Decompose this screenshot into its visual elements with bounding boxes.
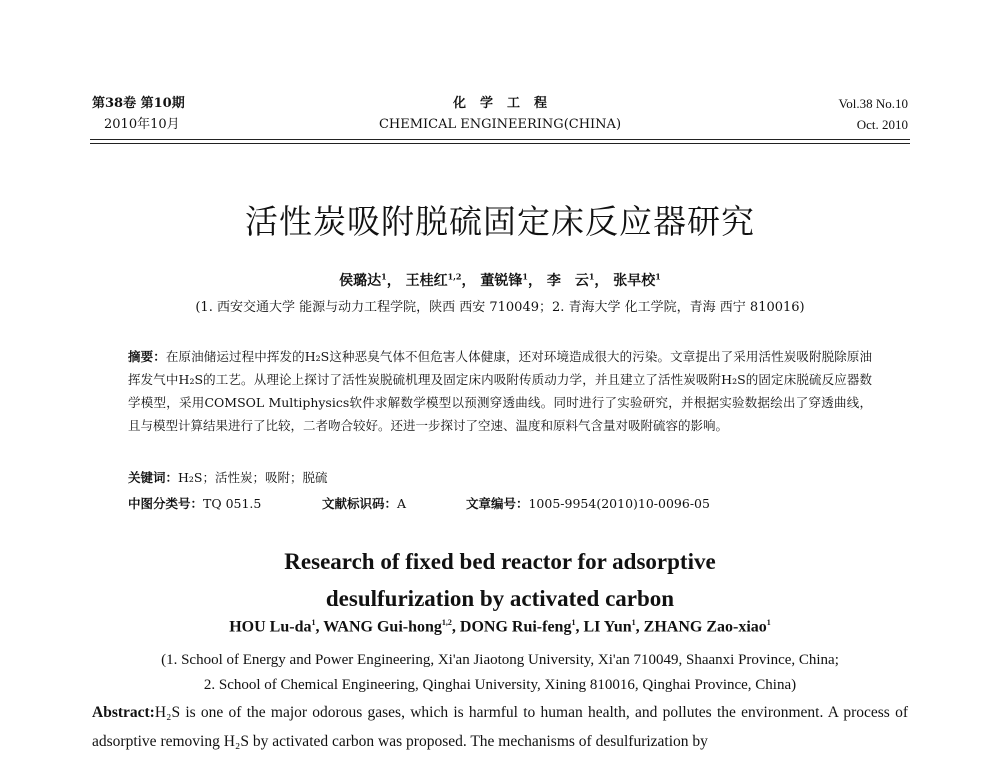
author-affil-mark: 1 xyxy=(571,618,576,627)
abstract-zh-label: 摘要： xyxy=(128,349,166,364)
header-left xyxy=(92,93,185,135)
document-code xyxy=(322,494,462,512)
abstract-zh xyxy=(128,345,872,437)
date-en: Oct. 2010 xyxy=(856,117,908,132)
doc-label: 文献标识码： xyxy=(321,496,397,511)
art-value: 1005-9954(2010)10-0096-05 xyxy=(528,496,710,511)
journal-name-zh: 化学工程 xyxy=(452,96,561,111)
author-affil-mark: 1,2 xyxy=(441,618,452,627)
authors-en: HOU $Lu-da^1$, WANG Gui-hong$^{1,2}$, DONG Rui-feng$^1$, LI Yun$^1$, ZHANG Zao-xiao$^1$ xyxy=(229,618,771,636)
author-affil-mark: 1 xyxy=(588,271,595,282)
author-affil-mark: 1 xyxy=(766,618,771,627)
title-en-line2: desulfurization by activated carbon xyxy=(325,586,675,611)
affiliation-en xyxy=(0,648,1000,698)
abstract-en-text: H₂S is one of the major odorous gases, which is harmful to human health, and pollutes the environment. A process of adsorptive removing H₂S by activated carbon was proposed. The mechanisms of desulfurization by xyxy=(92,704,908,750)
keywords-zh xyxy=(128,468,328,486)
affiliation-zh: (1. 西安交通大学 能源与动力工程学院，陕西 西安 710049；2. 青海大学 化工学院，青海 西宁 810016) xyxy=(195,300,805,315)
volume-issue-zh: 第38卷 第10期 xyxy=(92,96,185,111)
author-affil-mark: 1 xyxy=(655,271,661,282)
author-en: ZHANG Zao-xiao xyxy=(643,618,767,636)
title-zh: 活性炭吸附脱硫固定床反应器研究 xyxy=(245,202,755,241)
article-number xyxy=(466,494,710,512)
author-en: HOU Lu-da xyxy=(229,618,312,636)
abstract-en xyxy=(92,698,908,756)
affiliation-en-line1: (1. School of Energy and Power Engineering, Xi'an Jiaotong University, Xi'an 710049, Shaanxi Province, China; xyxy=(161,652,839,668)
author-affil-mark: 1,2 xyxy=(447,271,462,282)
author-zh: 董锐锋 xyxy=(480,273,523,289)
title-en xyxy=(0,543,1000,617)
journal-name-en: CHEMICAL ENGINEERING(CHINA) xyxy=(378,117,622,132)
affiliation-en-line2: 2. School of Chemical Engineering, Qinghai University, Xining 810016, Qinghai Province, China) xyxy=(203,677,797,693)
author-zh: 张早校 xyxy=(613,273,656,289)
clc-number xyxy=(128,494,318,512)
author-affil-mark: 1 xyxy=(311,618,316,627)
author-zh: 王桂红 xyxy=(405,273,448,289)
doc-value: A xyxy=(397,496,407,511)
author-affil-mark: 1 xyxy=(381,271,387,282)
clc-value: TQ 051.5 xyxy=(203,496,262,511)
author-en: WANG Gui-hong xyxy=(323,618,442,636)
authors-zh: 侯璐达$^1$， 王桂红$^{1,2}$， 董锐锋$^1$， 李 云$^1$， 张早校$^1$ xyxy=(339,271,661,289)
keywords-zh-text: H₂S；活性炭；吸附；脱硫 xyxy=(178,470,328,485)
date-zh: 2010年10月 xyxy=(104,117,180,132)
author-en: LI Yun xyxy=(583,618,632,636)
abstract-en-label: Abstract: xyxy=(92,704,155,721)
header-rule-bottom xyxy=(90,143,910,144)
title-en-line1: Research of fixed bed reactor for adsorptive xyxy=(284,549,716,574)
author-zh: 侯璐达 xyxy=(339,273,382,289)
author-en: DONG Rui-feng xyxy=(459,618,572,636)
keywords-zh-label: 关键词： xyxy=(128,470,179,485)
author-zh: 李 云 xyxy=(546,273,589,289)
author-affil-mark: 1 xyxy=(522,271,528,282)
abstract-zh-text: 在原油储运过程中挥发的H₂S这种恶臭气体不但危害人体健康，还对环境造成很大的污染。文章提出了采用活性炭吸附脱除原油挥发气中H₂S的工艺。从理论上探讨了活性炭脱硫机理及固定床内吸附传质动力学，并且建立了活性炭吸附H₂S的固定床脱硫反应器数学模型，采用COMSOL Multiphysics软件求解数学模型以预测穿透曲线。同时进行了实验研究，并根据实验数据绘出了穿透曲线，且与模型计算结果进行了比较，二者吻合较好。还进一步探讨了空速、温度和原料气含量对吸附硫容的影响。 xyxy=(128,349,872,433)
header-right xyxy=(839,93,908,135)
author-affil-mark: 1 xyxy=(631,618,636,627)
art-label: 文章编号： xyxy=(465,496,529,511)
classification-row xyxy=(128,494,872,512)
volume-issue-en: Vol.38 No.10 xyxy=(838,96,908,111)
header-rule-top xyxy=(90,139,910,140)
clc-label: 中图分类号： xyxy=(128,496,204,511)
header-center xyxy=(340,93,660,135)
